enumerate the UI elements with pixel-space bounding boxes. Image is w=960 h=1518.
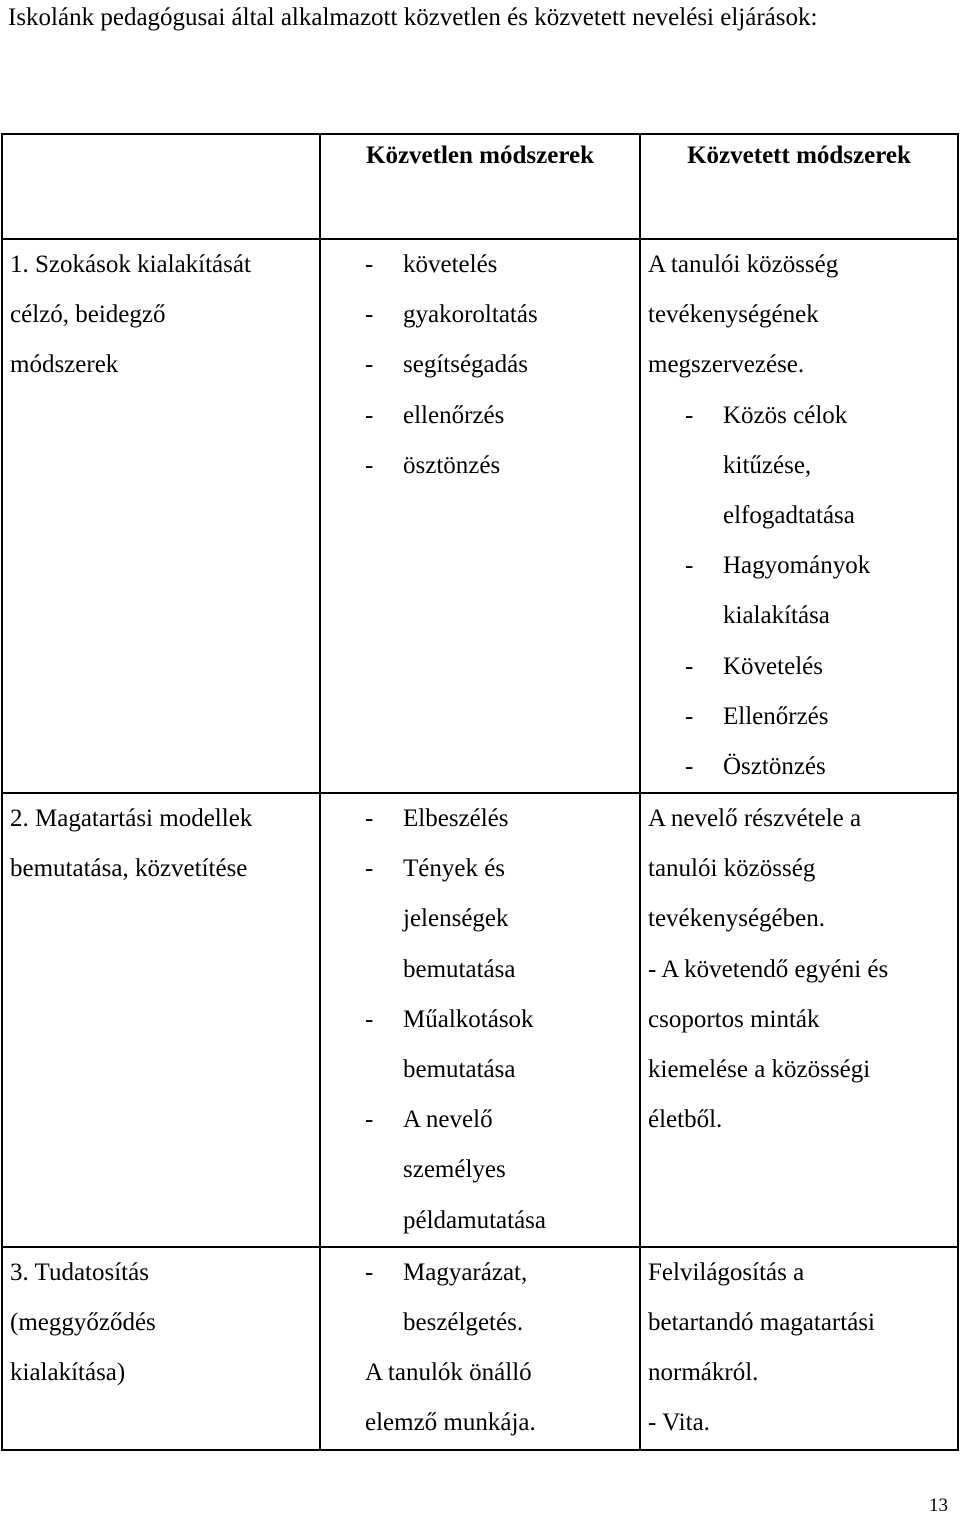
indirect-method-item [641, 441, 957, 491]
table-header-row [2, 134, 958, 239]
indirect-method-text: Közös célok [723, 401, 848, 429]
direct-method-text: Elbeszélés [403, 805, 509, 833]
direct-method-line [321, 1248, 639, 1298]
direct-method-text: ellenőrzés [403, 401, 505, 429]
direct-method-line [321, 240, 639, 290]
dash-bullet: - [365, 1005, 374, 1033]
indirect-method-text: elfogadtatása [723, 501, 855, 529]
direct-method-line [321, 945, 639, 995]
indirect-method-line: kiemelése a közösségi [648, 1056, 871, 1083]
indirect-method-line: - A követendő egyéni és [648, 955, 889, 983]
direct-method-text: Magyarázat, [403, 1258, 528, 1286]
direct-method-text: példamutatása [403, 1206, 546, 1234]
indirect-methods-cell [640, 1247, 958, 1450]
dash-bullet: - [365, 301, 374, 329]
indirect-method-line: tevékenységében. [648, 905, 826, 933]
direct-method-text: Műalkotások [403, 1005, 534, 1033]
direct-method-line [321, 894, 639, 944]
category-cell [2, 239, 320, 793]
indirect-method-line: életből. [648, 1106, 723, 1134]
direct-method-text: bemutatása [403, 955, 516, 983]
direct-method-line [321, 1045, 639, 1095]
direct-method-line [321, 391, 639, 441]
header-direct-methods: Közvetlen módszerek [320, 134, 640, 239]
direct-method-line [321, 340, 639, 390]
indirect-methods-cell [640, 793, 958, 1247]
direct-method-line [321, 290, 639, 340]
direct-method-text: követelés [403, 251, 498, 278]
category-line: célzó, beidegző [10, 301, 166, 329]
direct-method-text: ösztönzés [403, 451, 501, 479]
indirect-method-item [641, 642, 957, 692]
indirect-method-item [641, 391, 957, 441]
page-number: 13 [929, 1495, 948, 1516]
direct-method-line [321, 441, 639, 491]
indirect-method-text: Hagyományok [723, 552, 871, 580]
indirect-method-line: tanulói közösség [648, 855, 816, 883]
indirect-method-line: csoportos minták [648, 1005, 820, 1033]
direct-method-line [321, 1298, 639, 1348]
direct-methods-cell [320, 1247, 640, 1450]
direct-method-text: beszélgetés. [403, 1308, 524, 1336]
dash-bullet: - [365, 1258, 374, 1286]
direct-methods-cell [320, 793, 640, 1247]
direct-methods-cell [320, 239, 640, 793]
dash-bullet: - [365, 401, 374, 429]
indirect-method-line: A nevelő részvétele a [648, 805, 862, 833]
indirect-method-item [641, 491, 957, 541]
intro-text: Iskolánk pedagógusai által alkalmazott közvetlen és közvetett nevelési eljárások: [8, 4, 818, 31]
dash-bullet: - [365, 351, 374, 379]
category-line: 2. Magatartási modellek [10, 805, 253, 833]
header-empty [2, 134, 320, 239]
category-line: módszerek [10, 351, 119, 379]
indirect-method-line: megszervezése. [648, 351, 805, 379]
indirect-method-item [641, 742, 957, 792]
direct-method-line [321, 1196, 639, 1246]
direct-method-line [321, 844, 639, 894]
dash-bullet: - [365, 251, 374, 278]
category-line: 1. Szokások kialakítását [10, 251, 251, 278]
dash-bullet: - [685, 401, 694, 429]
direct-method-line [321, 995, 639, 1045]
dash-bullet: - [685, 652, 694, 680]
indirect-method-text: kialakítása [723, 602, 830, 630]
category-line: 3. Tudatosítás [10, 1258, 149, 1286]
category-cell [2, 1247, 320, 1450]
dash-bullet: - [365, 805, 374, 833]
indirect-method-item [641, 692, 957, 742]
direct-method-text: gyakoroltatás [403, 301, 538, 329]
table-row [2, 239, 958, 793]
indirect-method-line: tevékenységének [648, 301, 819, 329]
dash-bullet: - [685, 552, 694, 580]
indirect-methods-cell [640, 239, 958, 793]
indirect-method-line: A tanulói közösség [648, 251, 839, 278]
category-line: bemutatása, közvetítése [10, 855, 248, 883]
indirect-method-text: Ellenőrzés [723, 702, 829, 730]
dash-bullet: - [685, 752, 694, 780]
direct-method-text: A nevelő [403, 1106, 493, 1134]
category-line: (meggyőződés [10, 1308, 156, 1336]
direct-method-text: bemutatása [403, 1056, 516, 1083]
indirect-method-text: Ösztönzés [723, 752, 826, 780]
category-line: kialakítása) [10, 1359, 126, 1387]
dash-bullet: - [365, 855, 374, 883]
indirect-method-item [641, 591, 957, 641]
table-row [2, 793, 958, 1247]
direct-method-text: Tények és [403, 855, 506, 883]
category-cell [2, 793, 320, 1247]
direct-method-note: A tanulók önálló [365, 1359, 532, 1387]
dash-bullet: - [685, 702, 694, 730]
methods-table [1, 133, 959, 1451]
table-body [2, 239, 958, 1450]
indirect-method-text: Követelés [723, 652, 823, 680]
direct-method-text: segítségadás [403, 351, 528, 379]
dash-bullet: - [365, 1106, 374, 1134]
dash-bullet: - [365, 451, 374, 479]
direct-method-text: jelenségek [403, 905, 509, 933]
indirect-method-text: kitűzése, [723, 451, 812, 479]
indirect-method-line: Felvilágosítás a [648, 1258, 805, 1286]
direct-method-note: elemző munkája. [365, 1409, 536, 1437]
indirect-method-line: normákról. [648, 1359, 759, 1387]
direct-method-line [321, 1095, 639, 1145]
direct-method-line [321, 1145, 639, 1195]
direct-method-line [321, 794, 639, 844]
table-row [2, 1247, 958, 1450]
header-indirect-methods: Közvetett módszerek [640, 134, 958, 239]
direct-method-text: személyes [403, 1156, 506, 1184]
indirect-method-item [641, 541, 957, 591]
indirect-method-line: - Vita. [648, 1409, 710, 1437]
indirect-method-line: betartandó magatartási [648, 1308, 875, 1336]
